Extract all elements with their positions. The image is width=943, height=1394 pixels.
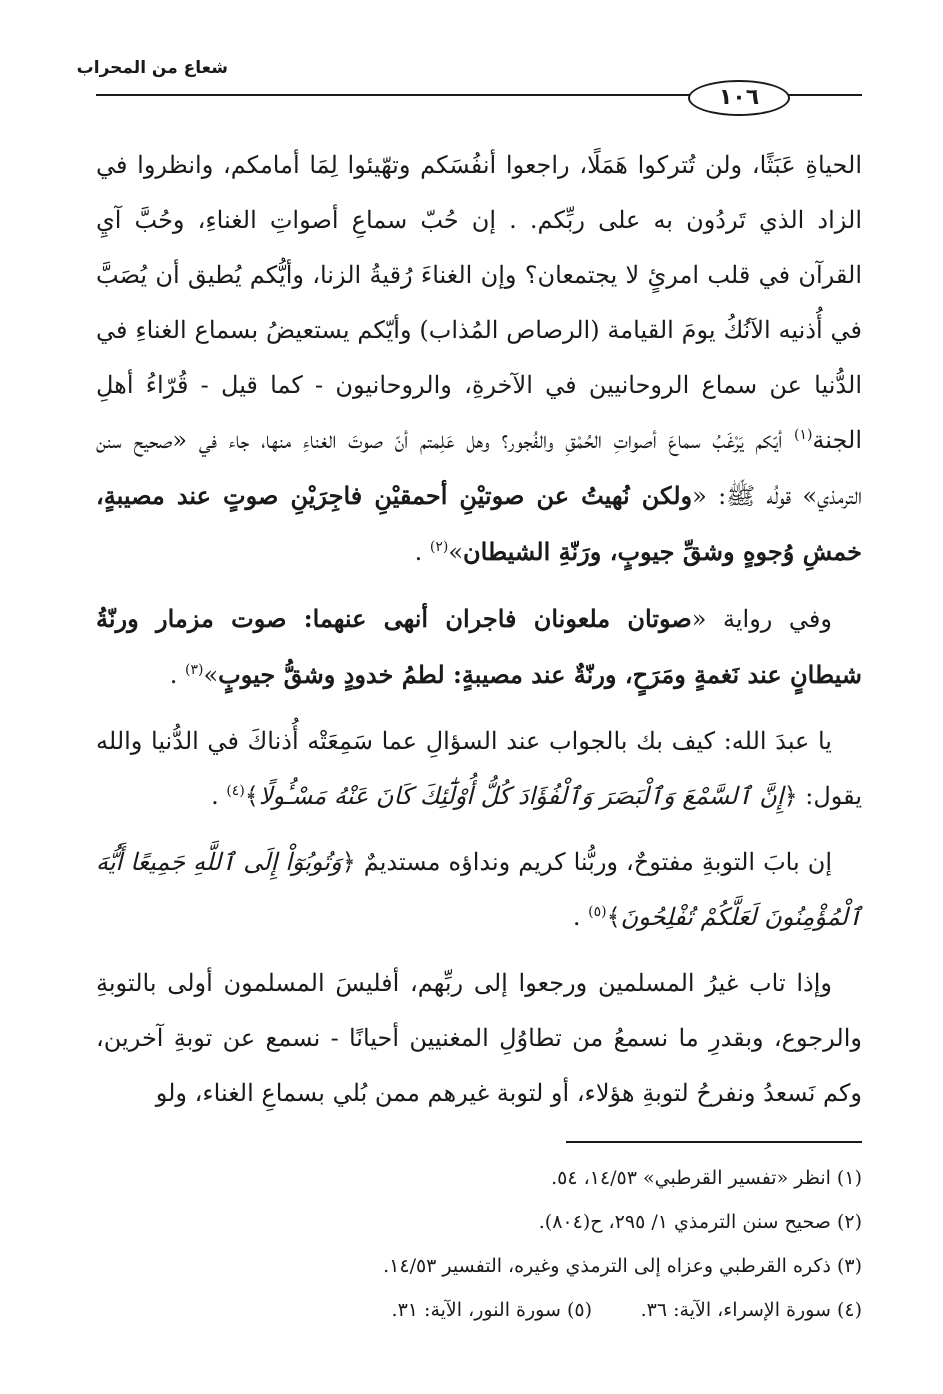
paragraph-text: ﴾ bbox=[606, 903, 621, 931]
paragraph-text: . bbox=[211, 782, 227, 810]
footnote-ref: (٢) bbox=[429, 539, 449, 555]
footnote-3: (٣) ذكره القرطبي وعزاه إلى الترمذي وغيره، التفسير ١٤/٥٣. bbox=[383, 1255, 862, 1277]
paragraph-text: » bbox=[203, 661, 219, 689]
paragraph-text: إن بابَ التوبةِ مفتوحٌ، وربُّنا كريم ونداؤه مستديمٌ ﴿ bbox=[341, 848, 832, 876]
footnote-2: (٢) صحيح سنن الترمذي ١/ ٢٩٥، ح(٨٠٤). bbox=[538, 1211, 862, 1233]
footnote-ref: (٣) bbox=[184, 662, 204, 678]
paragraph-text: أيّكم يَرْغَبُ سماعَ أصواتِ الحُمْقِ والفُجور؟ وهل عَلِمتم أنّ صوتَ الغناءِ منها، جاء في «صحيح سنن الترمذي» قولُه ﷺ: « bbox=[96, 426, 862, 510]
footnote-ref: (٤) bbox=[226, 783, 245, 799]
page-number: ١٠٦ bbox=[688, 80, 790, 116]
footnote-4: (٤) سورة الإسراء، الآية: ٣٦. bbox=[640, 1299, 862, 1321]
paragraph-text: الحياةِ عَبَثًا، ولن تُتركوا هَمَلًا، راجعوا أنفُسَكم وتهّيئوا لِمَا أمامكم، وانظروا في الزاد الذي تَردُون به على ربِّكم. . إن حُبّ سماعِ أصواتِ الغناءِ، وحُبَّ آيِ القرآن في قلب امرئٍ لا يجتمعان؟ وإن الغناءَ رُقيةُ الزنا، وأيُّكم يُطيق أن يُصَبَّ في أُذنيه الآنُكُ يومَ القيامة (الرصاص المُذاب) وأيّكم يستعيضُ بسماع الغناءِ في الدُّنيا عن سماع الروحانيين في الآخرةِ، والروحانيون - كما قيل - قُرّاءُ أهلِ الجنة bbox=[96, 151, 862, 454]
quran-verse: وَتُوبُوٓاْ إِلَى ٱللَّهِ جَمِيعًا أَيُّهَ ٱلْمُؤْمِنُونَ لَعَلَّكُمْ تُفْلِحُونَ bbox=[96, 848, 862, 931]
paragraph-text: ﴾ bbox=[244, 782, 259, 810]
paragraph-1 bbox=[96, 138, 862, 580]
footnote-row bbox=[96, 1288, 862, 1332]
paragraph-3 bbox=[96, 714, 862, 824]
footnote-1: (١) انظر «تفسير القرطبي» ١٤/٥٣، ٥٤. bbox=[551, 1167, 862, 1189]
paragraph-text: وإذا تاب غيرُ المسلمين ورجعوا إلى ربِّهم، أفليسَ المسلمون أولى بالتوبةِ والرجوع، وبقدرِ ما نسمعُ من تطاوُلِ المغنيين أحيانًا - نسمع عن توبةِ آخرين، وكم نَسعدُ ونفرحُ لتوبةِ هؤلاء، أو لتوبة غيرهم ممن بُلي بسماعِ الغناء، ولو bbox=[96, 969, 862, 1107]
footnotes bbox=[96, 1156, 862, 1332]
footnote-ref: (١) bbox=[793, 427, 813, 443]
paragraph-text: وفي رواية « bbox=[691, 605, 832, 633]
footnote-5: (٥) سورة النور، الآية: ٣١. bbox=[391, 1299, 592, 1321]
paragraph-text: » bbox=[448, 538, 463, 566]
paragraph-text: . bbox=[169, 661, 185, 689]
quran-verse: إِنَّ ٱلسَّمْعَ وَٱلْبَصَرَ وَٱلْفُؤَادَ كُلُّ أُوْلَٰٓئِكَ كَانَ عَنْهُ مَسْـُٔولًا bbox=[258, 782, 784, 810]
hadith-quote: صوتان ملعونان فاجران أنهى عنهما: صوت مزمار ورنّةُ شيطانٍ عند نَغمةٍ ومَرَحٍ، ورنّةٌ عند مصيبةٍ: لطمُ خدودٍ وشقُّ جيوبٍ bbox=[96, 604, 862, 689]
paragraph-4 bbox=[96, 835, 862, 945]
footnote-ref: (٥) bbox=[588, 904, 607, 920]
hadith-quote: ولكن نُهيتُ عن صوتيْنِ أحمقيْنِ فاجِرَيْنِ صوتٍ عند مصيبةٍ، خمشِ وُجوهٍ وشقِّ جيوبٍ، ورَنّةِ الشيطان bbox=[96, 481, 862, 566]
paragraph-text: . bbox=[414, 538, 430, 566]
main-text bbox=[96, 138, 862, 1121]
paragraph-5 bbox=[96, 956, 862, 1121]
book-title: شعاع من المحراب bbox=[76, 58, 228, 78]
footnote-divider bbox=[566, 1141, 862, 1143]
paragraph-2 bbox=[96, 591, 862, 703]
paragraph-text: يا عبدَ الله: كيف بك بالجواب عند السؤالِ عما سَمِعَتْه أُذناكَ في الدُّنيا والله يقول: ﴿ bbox=[96, 727, 862, 810]
paragraph-text: . bbox=[572, 903, 589, 931]
